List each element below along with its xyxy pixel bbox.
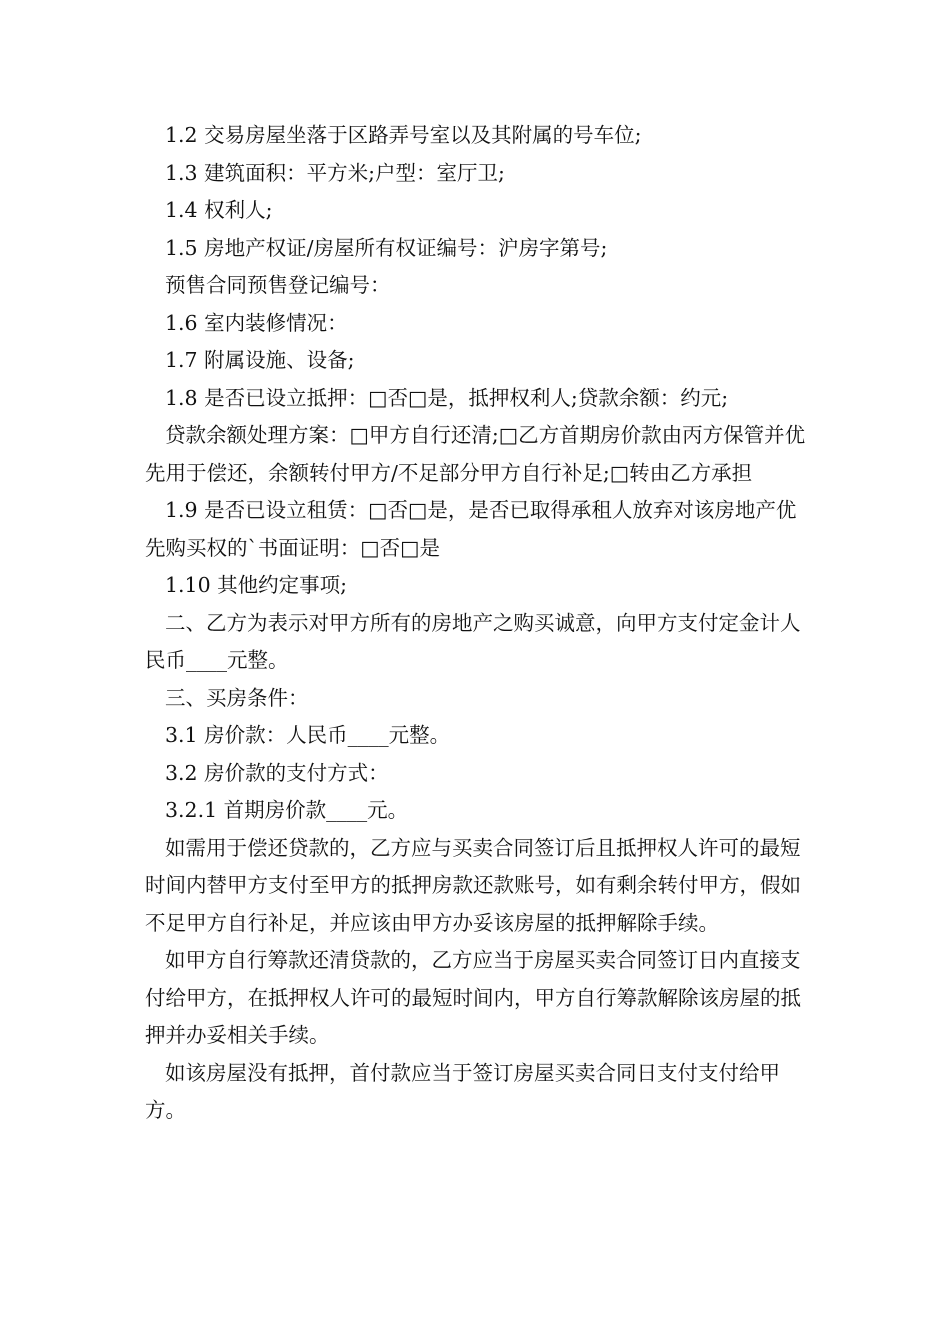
- paragraph-loan-plan: 贷款余额处理方案：□甲方自行还清;□乙方首期房价款由丙方保管并优先用于偿还，余额转付甲方/不足部分甲方自行补足;□转由乙方承担: [145, 423, 806, 485]
- paragraph-section-2: 二、乙方为表示对甲方所有的房地产之购买诚意，向甲方支付定金计人民币____元整。: [145, 610, 801, 672]
- paragraph-1-9: 1.9 是否已设立租赁：□否□是，是否已取得承租人放弃对该房地产优先购买权的`书面证明：□否□是: [145, 498, 797, 560]
- paragraph-self-repayment: 如甲方自行筹款还清贷款的，乙方应当于房屋买卖合同签订日内直接支付给甲方，在抵押权人许可的最短时间内，甲方自行筹款解除该房屋的抵押并办妥相关手续。: [145, 948, 801, 1047]
- paragraph-1-10: 1.10 其他约定事项;: [165, 573, 348, 597]
- paragraph-3-2-1: 3.2.1 首期房价款____元。: [165, 798, 409, 822]
- paragraph-1-3: 1.3 建筑面积：平方米;户型：室厅卫;: [165, 160, 505, 185]
- document-body: [145, 117, 815, 1130]
- paragraph-section-3: 三、买房条件：: [165, 685, 309, 710]
- paragraph-1-5: 1.5 房地产权证/房屋所有权证编号：沪房字第号;: [165, 235, 608, 260]
- paragraph-presale-number: 预售合同预售登记编号：: [165, 273, 391, 297]
- paragraph-1-6: 1.6 室内装修情况：: [165, 310, 348, 335]
- paragraph-3-1: 3.1 房价款：人民币____元整。: [165, 723, 451, 747]
- paragraph-1-7: 1.7 附属设施、设备;: [165, 348, 355, 372]
- paragraph-1-4: 1.4 权利人;: [165, 198, 273, 222]
- paragraph-3-2: 3.2 房价款的支付方式：: [165, 760, 389, 785]
- paragraph-loan-repayment: 如需用于偿还贷款的，乙方应与买卖合同签订后且抵押权人许可的最短时间内替甲方支付至甲方的抵押房款还款账号，如有剩余转付甲方，假如不足甲方自行补足，并应该由甲方办妥该房屋的抵押解除手续。: [145, 835, 801, 935]
- paragraph-1-8: 1.8 是否已设立抵押：□否□是，抵押权利人;贷款余额：约元;: [165, 385, 729, 410]
- paragraph-no-mortgage: 如该房屋没有抵押，首付款应当于签订房屋买卖合同日支付支付给甲方。: [145, 1060, 780, 1122]
- paragraph-1-2: 1.2 交易房屋坐落于区路弄号室以及其附属的号车位;: [165, 123, 642, 147]
